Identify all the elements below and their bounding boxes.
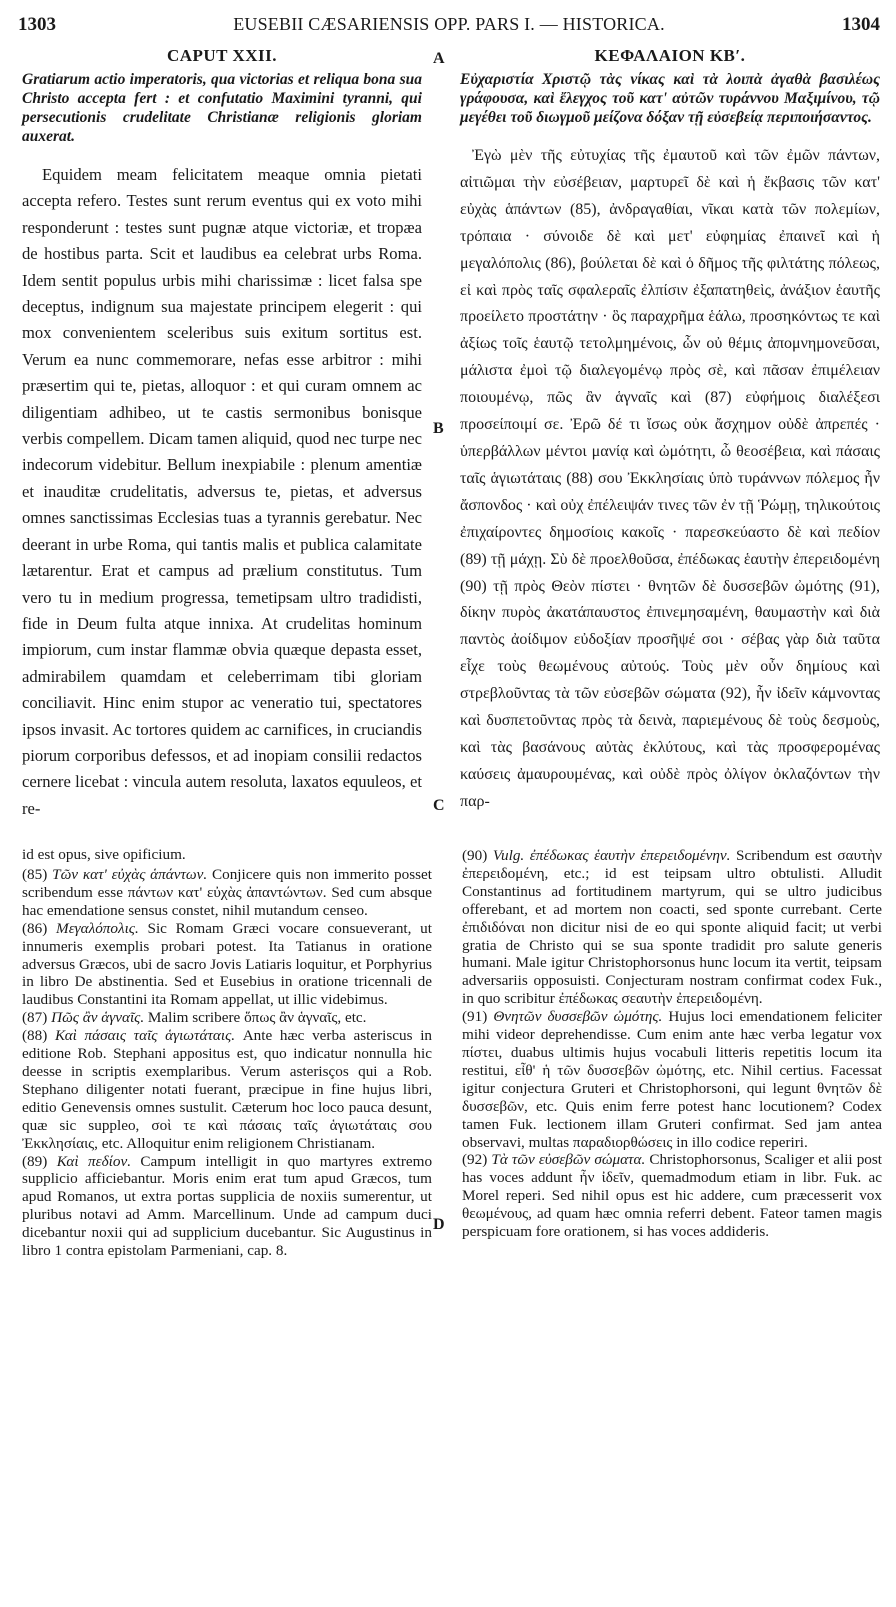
running-title: EUSEBII CÆSARIENSIS OPP. PARS I. — HISTORICA.	[233, 14, 665, 34]
running-header	[18, 14, 880, 38]
section-marker-c: C	[433, 797, 445, 814]
latin-body-text: Equidem meam felicitatem meaque omnia pietati accepta refero. Testes sunt rerum eventus qui ex voto mihi responderunt : testes sunt pugnæ atque victoriæ, et tropæa de hostibus parta. Scit et laudibus ea celebrat urbs Roma. Idem sentit populus urbis mihi charissimæ : licet falsa spe deceptus, indignum sua majestate principem elegerit : qui mox convenientem sceleribus suis exitum sortitus est. Verum ea nunc commemorare, nefas esse arbitror : mihi præsertim qui te, pietas, alloquor : et qui curam omnem ac diligentiam adhibeo, ut te castis sermonibus bonisque verbis compellem. Dicam tamen aliquid, quod nec turpe nec indecorum videbitur. Bellum inexpiabile : plenum amentiæ et inauditæ crudelitatis, adversus te, pietas, et adversus omnes sanctissimas Ecclesias tuas a tyrannis gerebatur. Nec deerant in urbe Roma, qui tantis malis et publica calamitate lætarentur. Erat et campus ad prælium constitutus. Tum vero tu in medium progressa, temetipsam ultro tradidisti, fide in Deum fulta atque innixa. At crudelitas hominum impiorum, cum instar flammæ obvia quæque depasta esset, admirabilem quamdam et celeberrimam tibi gloriam conciliavit. Hinc enim stupor ac veneratio tui, spectatores ipsos invasit. Ac tortores quidem ac carnifices, in cruciandis piorum corporibus defessos, et ad inopiam consilii redactos cernere licebat : vincula autem resoluta, laxatos equuleos, et re-	[22, 165, 422, 818]
footnote-85: (85) Τῶν κατ' εὐχὰς ἁπάντων. Conjicere quis non immerito posset scribendum esse πάντων κατ' εὐχὰς ἀπαντώντων. Sed cum absque hac emendatione sensus constet, nihil mutandum censeo.	[22, 866, 432, 919]
footnote-88: (88) Καὶ πάσαις ταῖς ἁγιωτάταις. Ante hæc verba asteriscus in editione Rob. Stephani appositus est, quo indicatur nonnulla hic deesse in scriptis exemplaribus. Verum asterisços qui a Rob. Stephano diligenter notati fuerant, præcipue in fine hujus libri, editio Genevensis omnes sustulit. Cæterum hoc loco pauca desunt, quæ sic suppleo, σοὶ τε καὶ πάσαις ταῖς ἁγιωτάταις σου Ἐκκλησίαις, etc. Alloquitur enim religionem Christianam.	[22, 1027, 433, 1152]
footnote-89: (89) Καὶ πεδίον. Campum intelligit in quo martyres extremo supplicio afficiebantur. Moris enim erat tum apud Græcos, tum apud Romanos, ut extra portas supplicia de noxiis sumerentur, ut pluribus notavi ad Amm. Marcellinum. Unde ad campum duci dicebantur noxii qui ad supplicium ducebantur. Sic Augustinus in libro 1 contra epistolam Parmeniani, cap. 8.	[22, 1152, 433, 1260]
footnote-86: (86) Μεγαλόπολις. Sic Romam Græci vocare consueverant, ut innumeris exemplis probari potest. Ita Tatianus in oratione adversus Græcos, ubi de sacro Jovis Latiaris loquitur, et Porphyrius in libro De abstinentia. Sed et Eusebius in oratione tricennali de laudibus Constantini ita Romam appellat, ut illic videbimus.	[22, 919, 432, 1009]
latin-chapter-heading: CAPUT XXII.	[166, 46, 278, 65]
greek-column	[460, 46, 880, 816]
footnote-91: (91) Θνητῶν δυσσεβῶν ὠμότης. Hujus loci emendationem feliciter mihi videor deprehendisse. Cum enim ante hæc verba legatur vox πίστει, duabus ultimis hujus vocabuli litteris repetitis locum ita restitui, εἶθ' ἡ τῶν δυσσεβῶν ὠμότης, etc. Nihil certius. Facessat igitur conjectura Gruteri et Christophorsoni, qui legunt θνητῶν δὲ δυσσεβῶν, etc. Quis enim ferre potest hanc locutionem? Codex tamen Fuk. lectionem illam Gruteri confirmat. Sed jam antea observavi, multas παραδιορθώσεις in illo codice reperiri.	[462, 1008, 883, 1151]
greek-chapter-heading: ΚΕΦΑΛΑΙΟΝ ΚΒʹ.	[594, 46, 746, 65]
latin-column	[22, 46, 422, 822]
section-marker-a: A	[433, 50, 445, 67]
footnote-90: (90) Vulg. ἐπέδωκας ἑαυτὴν ἐπερειδομένην. Scribendum est σαυτὴν ἐπερειδομένη, etc.; id est teipsam ultro obtulisti. Alludit Constantinus ad fortitudinem martyrum, qui se ultro judicibus offerebant, et ad mortem non coacti, sed sponte currebant. Certe ἐπιδιδόναι non dicitur nisi de eo qui sponte aliquid facit; ut verbi gratia de Christo qui se sua sponte tradidit pro salute generis humani. Male igitur Christophorsonus hunc locum ita vertit, teipsam adversariis opposuisti. Conjecturam nostram confirmat codex Fuk., in quo scribitur ἐπέδωκας σεαυτὴν ἐπερειδομένη.	[462, 847, 883, 1008]
footnotes-right	[462, 847, 882, 1241]
page-number-left: 1303	[18, 14, 56, 35]
footnote-92: (92) Τὰ τῶν εὐσεβῶν σώματα. Christophorsonus, Scaliger et alii post has voces addunt ἦν ἰδεῖν, quemadmodum etiam in libr. Fuk. ac Morel reperi. Sed nihil opus est hic addere, cum præcesserit vox θεωμένους, ad quam hæc omnia referri debent. Fateor tamen magis perspicuam fore orationem, si has voces addideris.	[462, 1151, 883, 1241]
footnotes-left	[22, 846, 432, 1260]
latin-chapter-argument: Gratiarum actio imperatoris, qua victorias et reliqua bona sua Christo accepta fert : et confutatio Maximini tyranni, qui persecutionis crudelitate Christianæ religionis gloriam auxerat.	[22, 71, 422, 145]
footnote-87: (87) Πῶς ἂν ἁγναῖς. Malim scribere ὅπως ἂν ἁγναῖς, etc.	[22, 1009, 367, 1027]
section-marker-d: D	[433, 1216, 445, 1233]
greek-chapter-argument: Εὐχαριστία Χριστῷ τὰς νίκας καὶ τὰ λοιπὰ ἀγαθὰ βασιλέως γράφουσα, καὶ ἔλεγχος τοῦ κατ' αὐτῶν τυράννου Μαξιμίνου, τῷ μεγέθει τοῦ διωγμοῦ μείζονα δόξαν τῇ εὐσεβείᾳ περιποιήσαντος.	[460, 71, 880, 126]
footnote-continuation: id est opus, sive opificium.	[22, 846, 186, 863]
page-number-right: 1304	[842, 14, 880, 35]
greek-body-text: Ἐγὼ μὲν τῆς εὐτυχίας τῆς ἐμαυτοῦ καὶ τῶν ἐμῶν πάντων, αἰτιῶμαι τὴν εὐσέβειαν, μαρτυρεῖ δὲ καὶ ἡ ἔκβασις τῶν κατ' εὐχὰς ἁπάντων (85), ἀνδραγαθίαι, νῖκαι κατὰ τῶν πολεμίων, τρόπαια · σύνοιδε δὲ καὶ μετ' εὐφημίας ἐπαινεῖ καὶ ἡ μεγαλόπολις (86), βούλεται δὲ καὶ ὁ δῆμος τῆς φιλτάτης πόλεως, εἰ καὶ πρὸς ταῖς σφαλεραῖς ἐλπίσιν ἐξαπατηθεὶς, ἀνάξιον ἑαυτῆς προείλετο προστάτην · ὃς παραχρῆμα ἑάλω, προσηκόντως τε καὶ ἀξίως τοῖς ἑαυτῷ τετολμημένοις, ὧν οὐ θέμις ἀπομνημονεῦσαι, μάλιστα ἐμοὶ τῷ διαλεγομένῳ πρὸς σὲ, καὶ πᾶσαν ἐπιμέλειαν ποιουμένῳ, πῶς ἂν ἁγναῖς καὶ (87) εὐφήμοις διαλέξεσι προσείποιμί σε. Ἐρῶ δέ τι ἴσως οὐκ ἄσχημον οὐδὲ ἀπρεπές · ὑπερβάλλων μέντοι μανίᾳ καὶ ὠμότητι, ὦ θεοσέβεια, καὶ πάσαις ταῖς ἁγιωτάταις (88) σου Ἐκκλησίαις ὑπὸ τυράννων πόλεμος ἦν ἄσπονδος · καὶ οὐχ ἐπέλειψάν τινες τῶν ἐν τῇ Ῥώμῃ, τηλικούτοις ἐπιχαίροντες δημοσίοις κακοῖς · παρεσκεύαστο δὲ καὶ πεδίον (89) τῇ μάχῃ. Σὺ δὲ προελθοῦσα, ἐπέδωκας ἑαυτὴν ἐπερειδομένη (90) τῇ πρὸς Θεὸν πίστει · θνητῶν δὲ δυσσεβῶν ὠμότης (91), δίκην πυρὸς ἀκατάπαυστος ἐπινεμησαμένη, θαυμαστὴν καὶ διὰ παντὸς ἀοίδιμον εὐδοξίαν προσῆψέ σοι · σέβας γὰρ διὰ ταῦτα εἶχε τοὺς θεωμένους αὐτούς. Τοὺς μὲν οὖν δημίους καὶ στρεβλοῦντας τὰ τῶν εὐσεβῶν σώματα (92), ἦν ἰδεῖν κάμνοντας καὶ δυσπετοῦντας πρὸς τὰ δεινὰ, παριεμένους δὲ τοὺς δεσμοὺς, καὶ τὰς βασάνους αὐτὰς ἐκλύτους, καὶ τὰς προσφερομένας καύσεις ἀμαυρουμένας, καὶ οὐδὲ πρὸς ὀλίγον ὀκλαζόντων τὴν παρ-	[460, 147, 880, 810]
section-marker-b: B	[433, 420, 444, 437]
